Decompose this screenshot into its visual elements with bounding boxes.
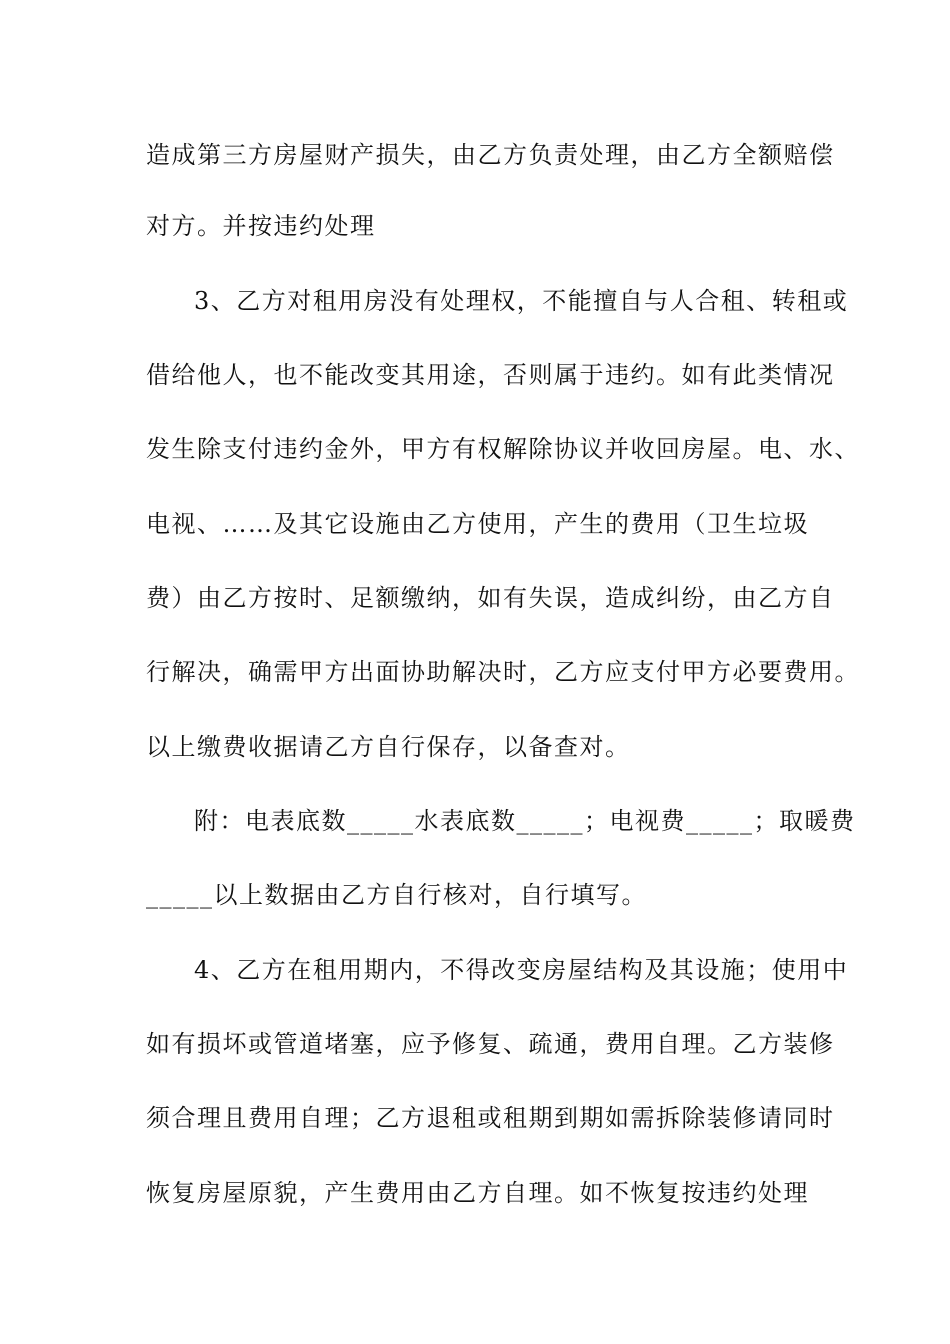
text-line: _____以上数据由乙方自行核对，自行填写。 (146, 881, 647, 909)
text-line: 电视、……及其它设施由乙方使用，产生的费用（卫生垃圾 (146, 510, 809, 538)
text-line: 费）由乙方按时、足额缴纳，如有失误，造成纠纷，由乙方自 (146, 584, 835, 612)
text-line: 造成第三方房屋财产损失，由乙方负责处理，由乙方全额赔偿 (146, 141, 835, 169)
text-line: 对方。并按违约处理 (146, 212, 376, 240)
text-line: 借给他人，也不能改变其用途，否则属于违约。如有此类情况 (146, 361, 835, 389)
text-line: 发生除支付违约金外，甲方有权解除协议并收回房屋。电、水、 (146, 435, 860, 463)
paragraph-start-line: 3、乙方对租用房没有处理权，不能擅自与人合租、转租或 (194, 287, 849, 315)
text-line: 行解决，确需甲方出面协助解决时，乙方应支付甲方必要费用。 (146, 658, 860, 686)
paragraph-start-line: 附：电表底数_____水表底数_____；电视费_____；取暖费 (194, 807, 856, 835)
text-line: 以上缴费收据请乙方自行保存，以备查对。 (146, 733, 631, 761)
text-line: 恢复房屋原貌，产生费用由乙方自理。如不恢复按违约处理 (146, 1179, 809, 1207)
paragraph-start-line: 4、乙方在租用期内，不得改变房屋结构及其设施；使用中 (194, 956, 849, 984)
text-line: 须合理且费用自理；乙方退租或租期到期如需拆除装修请同时 (146, 1104, 835, 1132)
text-line: 如有损坏或管道堵塞，应予修复、疏通，费用自理。乙方装修 (146, 1030, 835, 1058)
